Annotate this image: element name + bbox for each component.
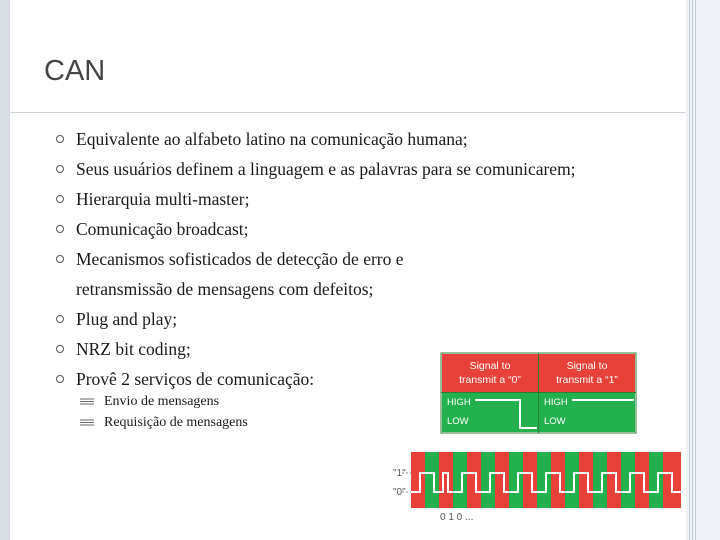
table-header-1-line2: transmit a “1” — [556, 374, 618, 386]
bullet-circle-icon — [56, 345, 64, 353]
table-header-1-line1: Signal to — [566, 360, 608, 372]
bullet-circle-icon — [56, 255, 64, 263]
bullet-circle-icon — [56, 165, 64, 173]
label-zero: "0" — [393, 487, 406, 498]
bullet-circle-icon — [56, 195, 64, 203]
high-label: HIGH — [447, 397, 471, 408]
title-divider — [10, 112, 686, 113]
subbullet-marker-icon — [80, 398, 94, 405]
table-header-0-line2: transmit a “0” — [459, 374, 521, 386]
low-label: LOW — [544, 416, 566, 427]
slide-right-border — [686, 0, 720, 540]
slide-title: CAN — [44, 55, 106, 87]
nrz-waveform-strip — [390, 446, 686, 524]
bit-sequence-label: 0 1 0 ... — [440, 512, 474, 523]
label-one: "1" — [393, 468, 406, 479]
subbullet-marker-icon — [80, 419, 94, 426]
bullet-circle-icon — [56, 375, 64, 383]
bullet-circle-icon — [56, 135, 64, 143]
bullet-circle-icon — [56, 225, 64, 233]
low-label: LOW — [447, 416, 469, 427]
nrz-signal-table — [440, 352, 638, 434]
high-label: HIGH — [544, 397, 568, 408]
bullet-circle-icon — [56, 315, 64, 323]
slide-left-border — [0, 0, 10, 540]
table-header-0-line1: Signal to — [469, 360, 511, 372]
